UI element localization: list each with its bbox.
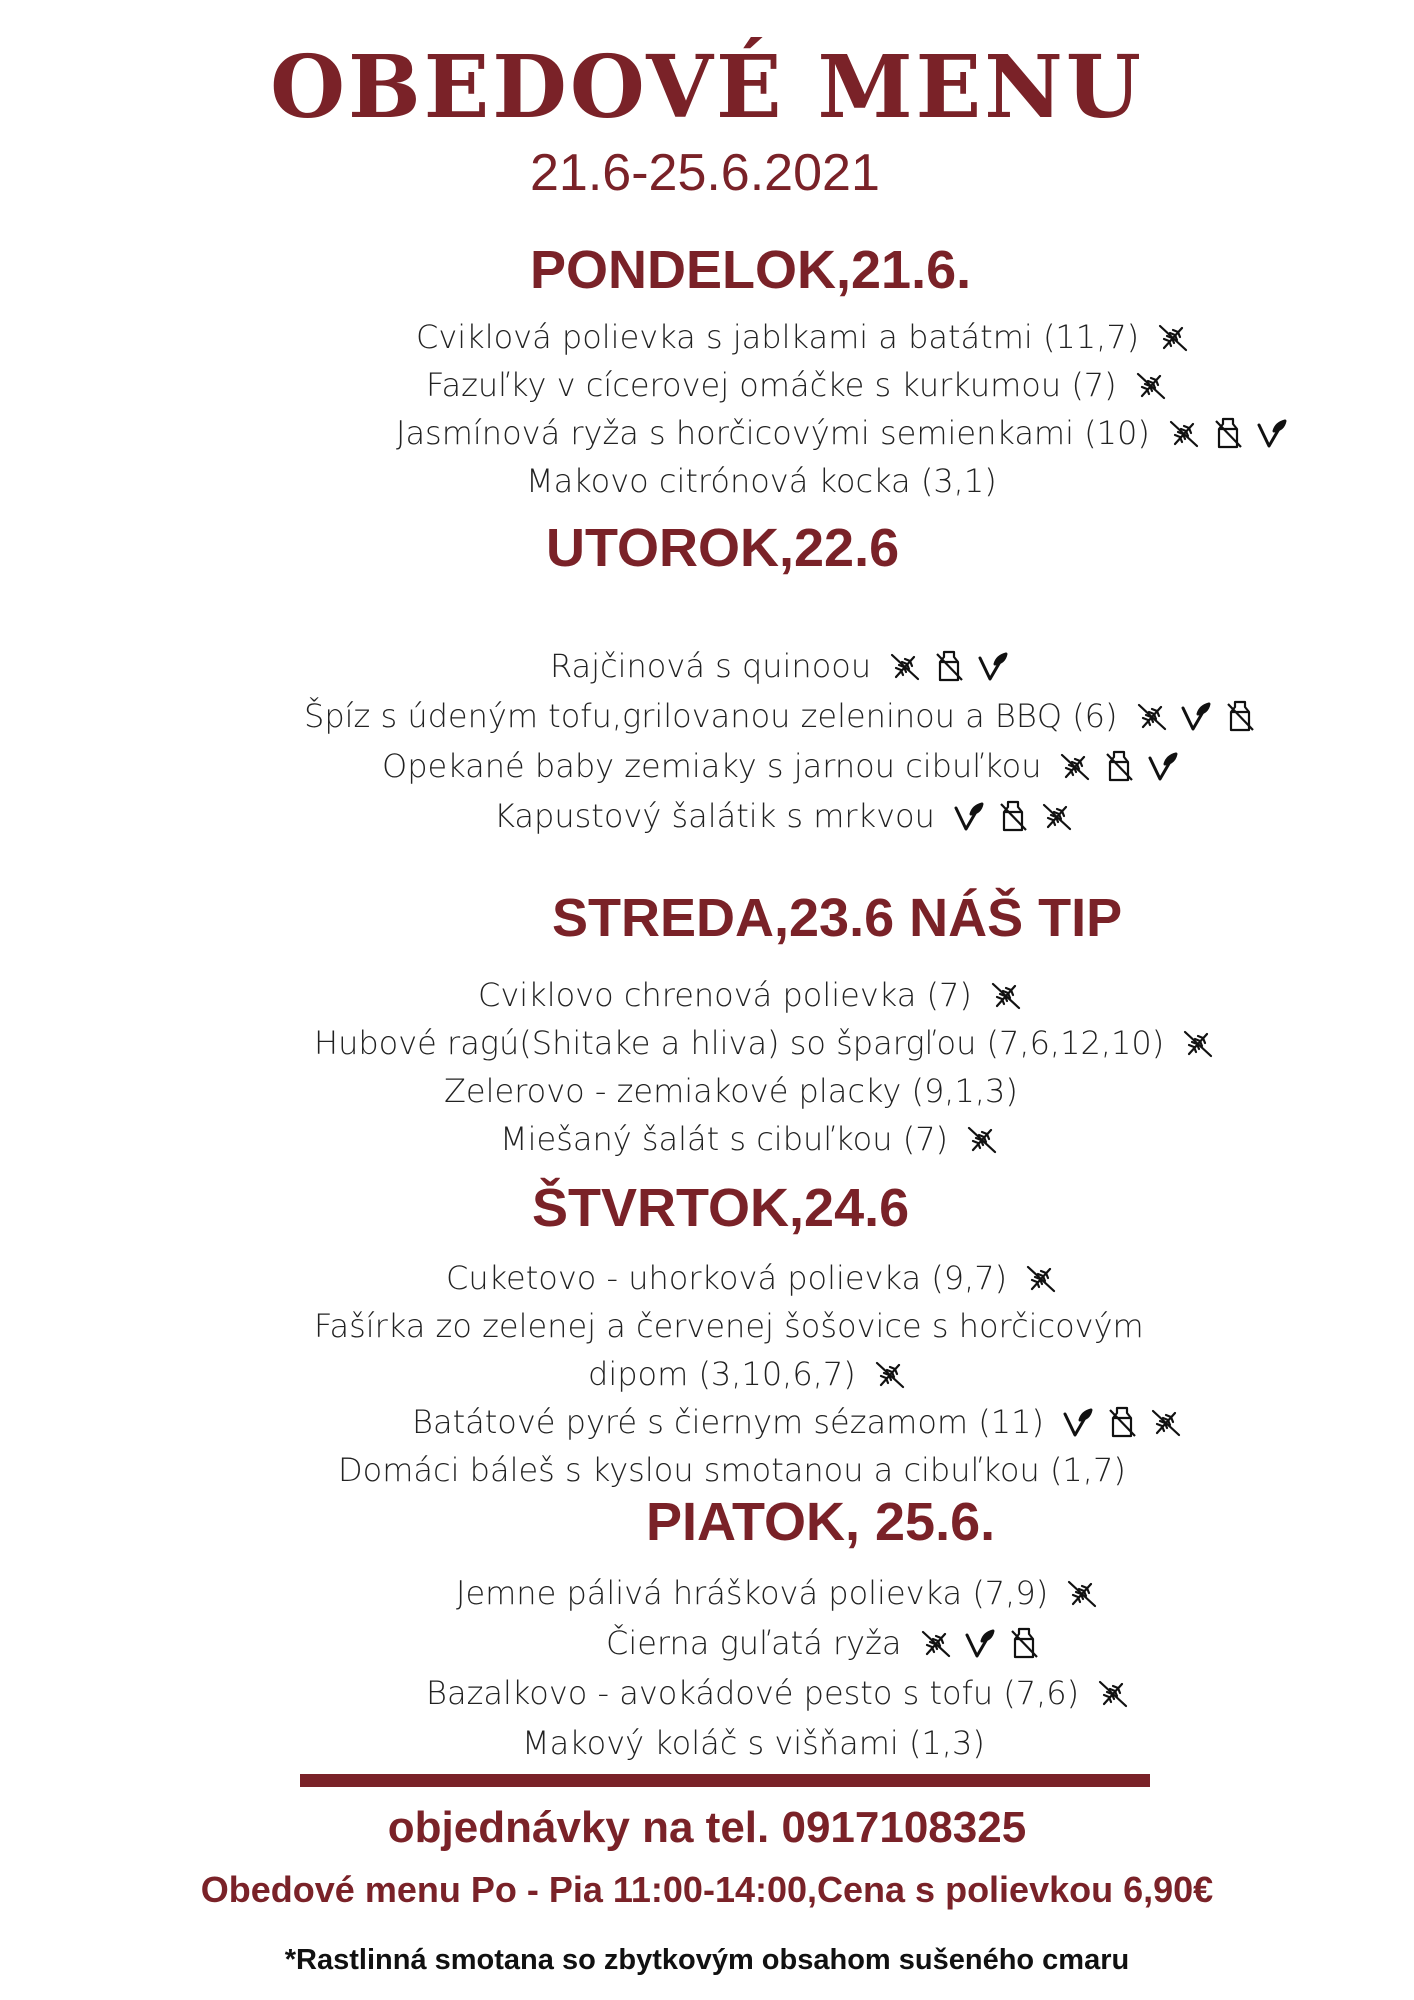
gluten-free-icon [1057,748,1093,784]
dish-text: Domáci báleš s kyslou smotanou a cibuľkou (1,7) [338,1451,1126,1489]
dish-text: Batátové pyré s čiernym sézamom (11) [412,1403,1044,1441]
vegan-icon [1060,1404,1096,1440]
dish-text: Bazalkovo - avokádové pesto s tofu (7,6) [426,1674,1080,1712]
dish-item [494,793,1079,839]
dish-item [478,972,1028,1018]
lactose-free-icon [1101,748,1137,784]
gluten-free-icon [918,1625,954,1661]
dish-item [522,1720,997,1766]
gluten-free-icon [887,648,923,684]
dish-item [382,743,1185,789]
gluten-free-icon [1155,319,1191,355]
date-range: 21.6-25.6.2021 [530,144,880,202]
dish-item [314,1020,1220,1066]
day-heading-friday: PIATOK, 25.6. [646,1492,996,1552]
dish-text: dipom (3,10,6,7) [588,1355,856,1393]
lactose-free-icon [1222,698,1258,734]
gluten-free-icon [1134,698,1170,734]
gluten-free-icon [964,1121,1000,1157]
day-heading-wednesday: STREDA,23.6 NÁŠ TIP [552,888,1123,948]
day-heading-thursday: ŠTVRTOK,24.6 [532,1178,910,1238]
lactose-free-icon [995,798,1031,834]
dish-text: Zelerovo - zemiakové placky (9,1,3) [444,1072,1018,1110]
day-heading-monday: PONDELOK,21.6. [530,240,972,300]
day-heading-tuesday: UTOROK,22.6 [546,518,900,578]
dish-item [500,1116,1004,1162]
dish-item [588,1351,912,1397]
dish-item [606,1620,1046,1666]
dish-item [396,410,1294,456]
lactose-free-icon [931,648,967,684]
gluten-free-icon [988,977,1024,1013]
dish-item [446,1255,1063,1301]
dish-text: Miešaný šalát s cibuľkou (7) [500,1120,949,1158]
vegan-icon [975,648,1011,684]
dish-item [338,1447,1138,1493]
gluten-free-icon [1023,1260,1059,1296]
dish-text: Opekané baby zemiaky s jarnou cibuľkou [382,747,1042,785]
dish-text: Špíz s údeným tofu,grilovanou zeleninou a BBQ (6) [304,697,1118,735]
vegan-icon [1145,748,1181,784]
gluten-free-icon [1095,1675,1131,1711]
dish-text: Rajčinová s quinoou [550,647,872,685]
order-phone: objednávky na tel. 0917108325 [387,1803,1027,1852]
dish-item [416,314,1195,360]
gluten-free-icon [1064,1575,1100,1611]
gluten-free-icon [1166,415,1202,451]
gluten-free-icon [1039,798,1075,834]
vegan-icon [1178,698,1214,734]
dish-text: Čierna guľatá ryža [606,1624,902,1662]
gluten-free-icon [872,1356,908,1392]
dish-text: Kapustový šalátik s mrkvou [494,797,935,835]
dish-item [550,643,1015,689]
dish-text: Makovo citrónová kocka (3,1) [526,462,997,500]
dish-item [526,458,1009,504]
dish-text: Jemne pálivá hrášková polievka (7,9) [456,1574,1049,1612]
dish-text: Cviklová polievka s jablkami a batátmi (11,7) [416,318,1140,356]
dish-text: Hubové ragú(Shitake a hliva) so špargľou (7,6,12,10) [314,1024,1165,1062]
vegan-icon [951,798,987,834]
dish-text: Makový koláč s višňami (1,3) [522,1724,985,1762]
menu-title: OBEDOVÉ MENU [270,37,1144,138]
dish-item [412,1399,1188,1445]
vegan-icon [962,1625,998,1661]
dish-item [444,1068,1030,1114]
dish-item [426,1670,1135,1716]
dish-text: Fazuľky v cícerovej omáčke s kurkumou (7) [426,366,1117,404]
dish-text: Fašírka zo zelenej a červenej šošovice s horčicovým [314,1307,1144,1345]
menu-hours-price: Obedové menu Po - Pia 11:00-14:00,Cena s polievkou 6,90€ [200,1869,1214,1910]
gluten-free-icon [1133,367,1169,403]
lactose-free-icon [1006,1625,1042,1661]
gluten-free-icon [1180,1025,1216,1061]
divider [300,1774,1150,1787]
dish-item [426,362,1173,408]
dish-text: Jasmínová ryža s horčicovými semienkami (10) [396,414,1150,452]
dish-text: Cuketovo - uhorková polievka (9,7) [446,1259,1008,1297]
dish-item [314,1303,1156,1349]
vegan-icon [1254,415,1290,451]
dish-item [456,1570,1104,1616]
dish-text: Cviklovo chrenová polievka (7) [478,976,972,1014]
lactose-free-icon [1104,1404,1140,1440]
footnote: *Rastlinná smotana so zbytkovým obsahom sušeného cmaru [284,1944,1130,1976]
dish-item [304,693,1262,739]
lactose-free-icon [1210,415,1246,451]
gluten-free-icon [1148,1404,1184,1440]
